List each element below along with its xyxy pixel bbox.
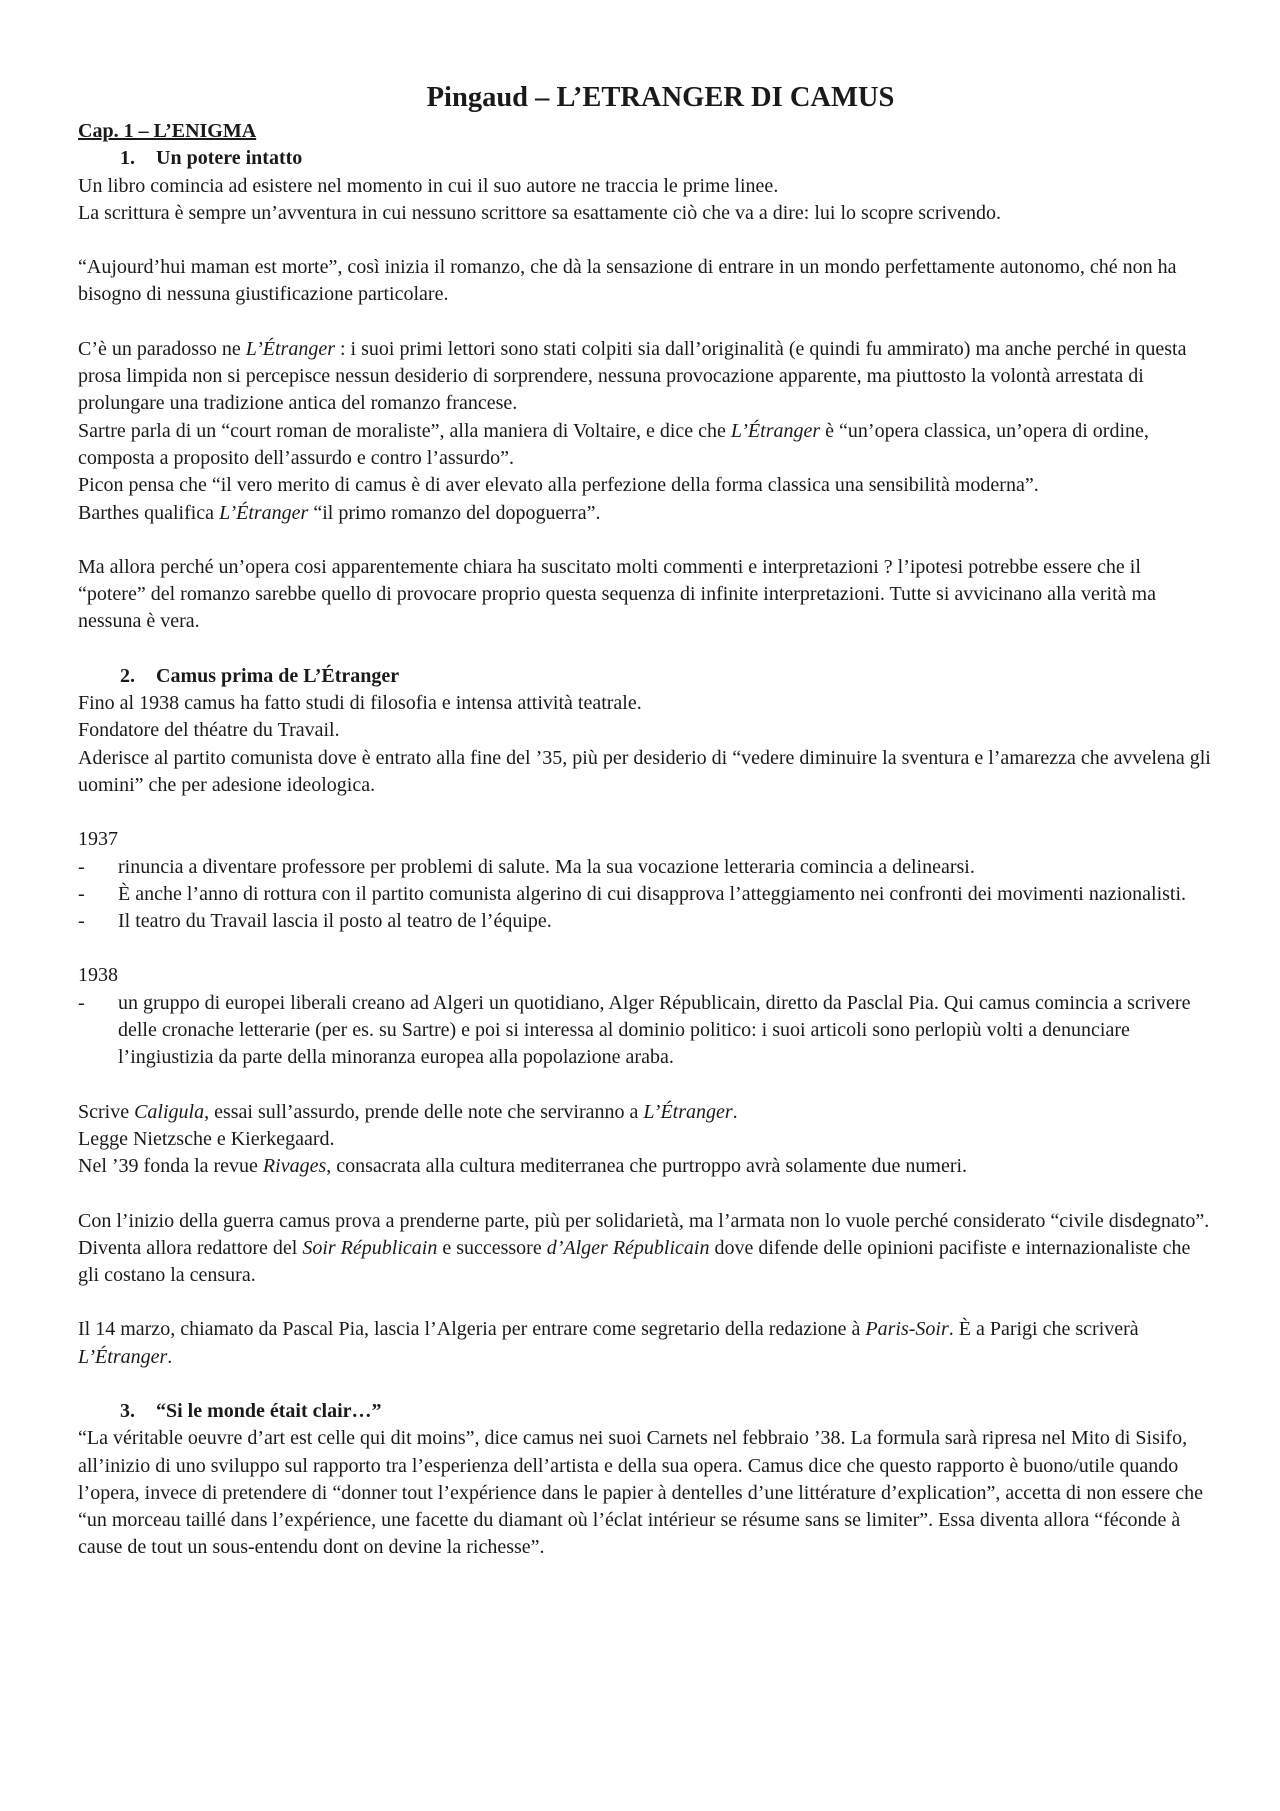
paragraph: Ma allora perché un’opera cosi apparentemente chiara ha suscitato molti commenti e interpretazioni ? l’ipotesi potrebbe essere che il “potere” del romanzo sarebbe quello di provocare proprio questa sequenza di infinite interpretazioni. Tutte si avvicinano alla verità ma nessuna è vera. xyxy=(78,555,1156,633)
paragraph: “Aujourd’hui maman est morte”, così inizia il romanzo, che dà la sensazione di entrare in un mondo perfettamente autonomo, ché non ha bisogno di nessuna giustificazione particolare. xyxy=(78,256,1177,306)
paragraph: Aderisce al partito comunista dove è entrato alla fine del ’35, più per desiderio di “vedere diminuire la sventura e l’amarezza che avvelena gli uomini” che per adesione ideologica. xyxy=(78,746,1211,796)
paragraph: Con l’inizio della guerra camus prova a prenderne parte, più per solidarietà, ma l’armata non lo vuole perché considerato “civile disdegnato”. xyxy=(78,1209,1210,1232)
paragraph: Diventa allora redattore del Soir Républicain e successore d’Alger Républicain dove difende delle opinioni pacifiste e internazionaliste che gli costano la censura. xyxy=(78,1236,1191,1287)
paragraph: Picon pensa che “il vero merito di camus è di aver elevato alla perfezione della forma classica una sensibilità moderna”. xyxy=(78,474,1039,497)
section-heading-1: 1. Un potere intatto xyxy=(120,147,303,170)
list-item: - rinuncia a diventare professore per problemi di salute. Ma la sua vocazione letteraria comincia a delinearsi. xyxy=(78,855,975,878)
paragraph: Nel ’39 fonda la revue Rivages, consacrata alla cultura mediterranea che purtroppo avrà solamente due numeri. xyxy=(78,1155,968,1178)
chapter-heading: Cap. 1 – L’ENIGMA xyxy=(78,120,257,142)
paragraph: “La véritable oeuvre d’art est celle qui dit moins”, dice camus nei suoi Carnets nel febbraio ’38. La formula sarà ripresa nel Mito di Sisifo, all’inizio di uno sviluppo sul rapporto tra l’esperienza dell’artista e della sua opera. Camus dice che questo rapporto è buono/utile quando l’opera, invece di pretendere di “donner tout l’expérience dans le papier à dentelles d’une littérature d’explication”, accetta di non essere che “un morceau taillé dans l’expérience, une facette du diamant où l’éclat intérieur se résume sans se limiter”. Essa diventa allora “féconde à cause de tout un sous-entendu dont on devine la richesse”. xyxy=(78,1427,1204,1559)
paragraph: Scrive Caligula, essai sull’assurdo, prende delle note che serviranno a L’Étranger. xyxy=(78,1100,738,1123)
paragraph: Il 14 marzo, chiamato da Pascal Pia, lascia l’Algeria per entrare come segretario della redazione à Paris-Soir. È a Parigi che scriverà L’Étranger. xyxy=(78,1318,1139,1368)
document-page xyxy=(78,78,1213,1562)
document-title: Pingaud – L’ETRANGER DI CAMUS xyxy=(426,82,895,113)
paragraph: La scrittura è sempre un’avventura in cui nessuno scrittore sa esattamente ciò che va a dire: lui lo scopre scrivendo. xyxy=(78,201,1001,224)
paragraph: Sartre parla di un “court roman de moraliste”, alla maniera di Voltaire, e dice che L’Étranger è “un’opera classica, un’opera di ordine, composta a proposito dell’assurdo e contro l’assurdo”. xyxy=(78,419,1149,469)
paragraph: Legge Nietzsche e Kierkegaard. xyxy=(78,1127,335,1150)
paragraph: Un libro comincia ad esistere nel momento in cui il suo autore ne traccia le prime linee. xyxy=(78,174,779,197)
paragraph: Barthes qualifica L’Étranger “il primo romanzo del dopoguerra”. xyxy=(78,501,601,524)
paragraph: C’è un paradosso ne L’Étranger : i suoi primi lettori sono stati colpiti sia dall’originalità (e quindi fu ammirato) ma anche perché in questa prosa limpida non si percepisce nessun desiderio di sorprendere, nessuna provocazione apparente, ma piuttosto la volontà arrestata di prolungare una tradizione antica del romanzo francese. xyxy=(78,337,1187,415)
list-item: - Il teatro du Travail lascia il posto al teatro de l’équipe. xyxy=(78,910,552,933)
year-label: 1938 xyxy=(78,964,118,987)
list-item: - È anche l’anno di rottura con il partito comunista algerino di cui disapprova l’atteggiamento nei confronti dei movimenti nazionalisti. xyxy=(78,882,1187,905)
section-heading-2: 2. Camus prima de L’Étranger xyxy=(120,664,400,687)
paragraph: Fondatore del théatre du Travail. xyxy=(78,719,340,742)
paragraph: Fino al 1938 camus ha fatto studi di filosofia e intensa attività teatrale. xyxy=(78,692,642,715)
section-heading-3: 3. “Si le monde était clair…” xyxy=(120,1399,382,1422)
list-item: - un gruppo di europei liberali creano ad Algeri un quotidiano, Alger Républicain, diretto da Pasclal Pia. Qui camus comincia a scrivere delle cronache letterarie (per es. su Sartre) e poi si interessa al dominio politico: i suoi articoli sono perlopiù volti a denunciare l’ingiustizia da parte della minoranza europea alla popolazione araba. xyxy=(78,991,1191,1069)
year-label: 1937 xyxy=(78,828,118,851)
